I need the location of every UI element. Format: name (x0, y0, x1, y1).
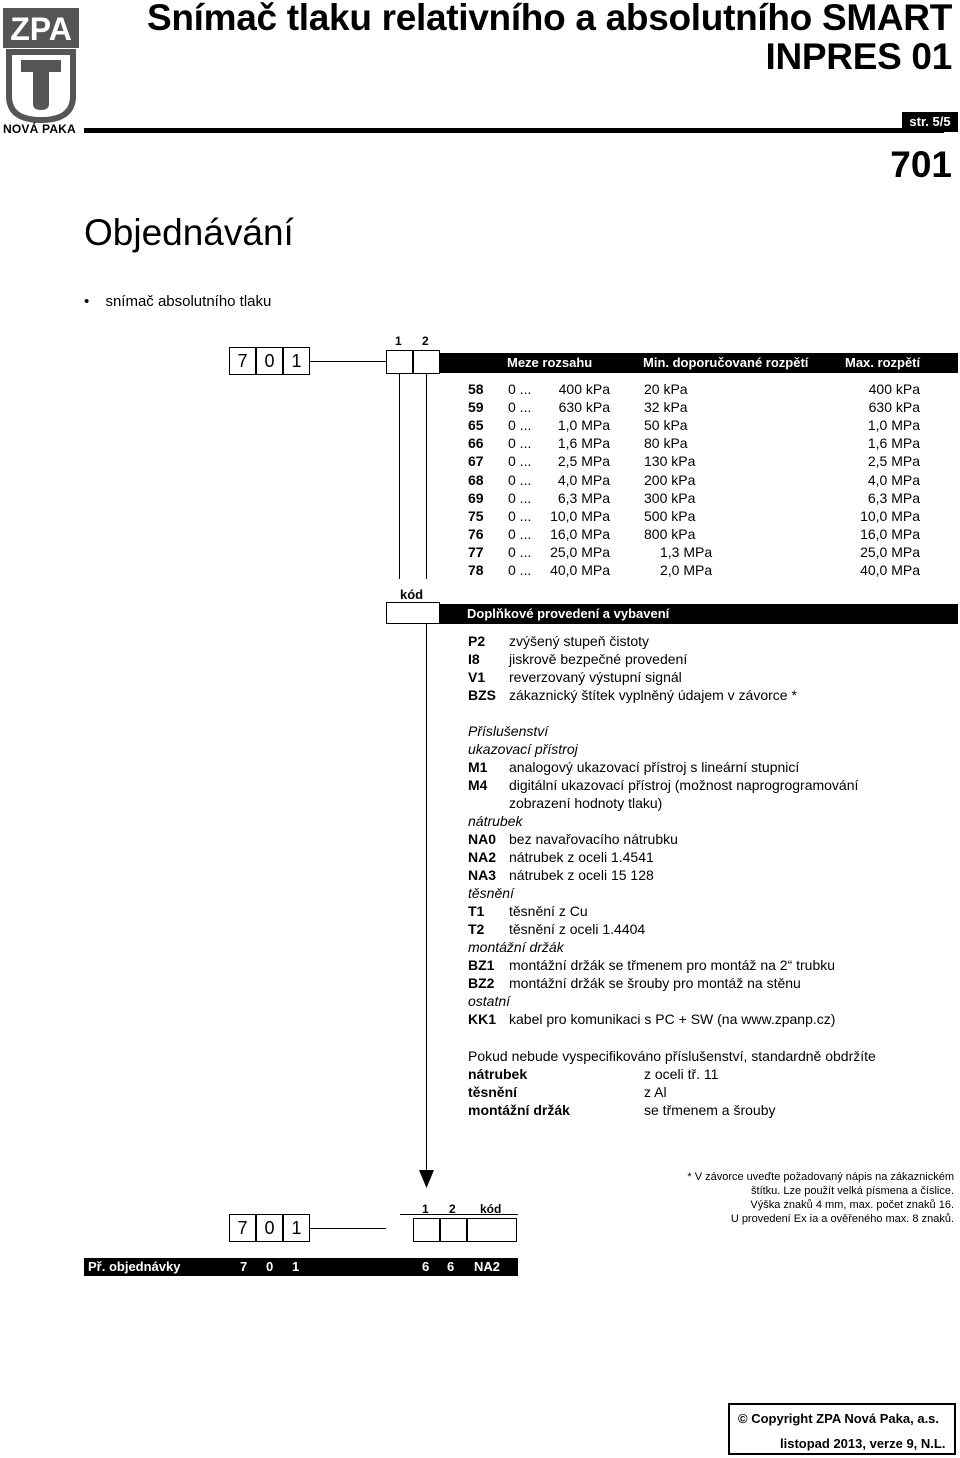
connector-vline-2 (426, 374, 427, 579)
range-start: 0 ... (508, 381, 532, 397)
example-value: NA2 (474, 1259, 501, 1274)
defaults-value: z Al (644, 1084, 667, 1100)
header-rule (84, 128, 944, 133)
copyright-line-2: listopad 2013, verze 9, N.L. (780, 1436, 946, 1451)
accessory-text: bez navařovacího nátrubku (509, 831, 678, 847)
accessory-code: T2 (468, 921, 485, 937)
bullet-dot: • (84, 293, 90, 310)
bottom-code-box-3: 1 (283, 1214, 310, 1242)
example-value: 6 (422, 1259, 430, 1274)
range-start: 0 ... (508, 507, 532, 524)
bottom-box-2 (440, 1218, 467, 1242)
range-max: 10,0 MPa (860, 507, 920, 524)
page-title (147, 0, 952, 76)
range-code: 58 (468, 381, 484, 397)
range-code: 69 (468, 489, 484, 506)
range-start: 0 ... (508, 399, 532, 416)
range-code: 59 (468, 399, 484, 416)
footnote-line: štítku. Lze použít velká písmena a číslice. (751, 1185, 954, 1197)
range-min: 1,3 MPa (660, 543, 713, 560)
arrow-down-icon (419, 1160, 434, 1188)
range-start: 0 ... (508, 453, 532, 470)
bottom-code-box-2: 0 (256, 1214, 283, 1242)
option-code: V1 (468, 669, 486, 685)
accessory-code: NA0 (468, 831, 497, 847)
option-code: I8 (468, 651, 480, 667)
range-min: 20 kPa (644, 381, 688, 397)
range-start: 0 ... (508, 417, 532, 434)
range-end: 630 kPa (558, 399, 610, 416)
defaults-label: nátrubek (468, 1066, 528, 1082)
range-max: 4,0 MPa (867, 471, 920, 488)
option-code: P2 (468, 633, 486, 649)
accessory-code: NA2 (468, 849, 497, 865)
range-end: 25,0 MPa (550, 543, 610, 560)
range-min: 32 kPa (644, 399, 688, 416)
range-max: 25,0 MPa (860, 543, 920, 560)
example-value: 6 (447, 1259, 455, 1274)
range-code: 65 (468, 417, 484, 434)
company-name: NOVÁ PAKA (3, 122, 76, 136)
bottom-box-kod (467, 1218, 517, 1242)
position-label-1: 1 (395, 334, 402, 348)
accessory-text: nátrubek z oceli 15 128 (509, 867, 654, 883)
range-max: 1,0 MPa (867, 417, 920, 434)
accessory-code: BZ1 (468, 957, 495, 973)
range-min: 50 kPa (644, 417, 688, 434)
range-end: 1,0 MPa (557, 417, 610, 434)
accessory-text: těsnění z oceli 1.4404 (509, 921, 646, 937)
zpa-logo (3, 8, 79, 136)
range-min: 130 kPa (644, 453, 696, 470)
kod-label: kód (400, 587, 424, 602)
accessory-text: analogový ukazovací přístroj s lineární stupnicí (509, 759, 800, 775)
accessory-group-title: ostatní (468, 993, 511, 1009)
section-title: Objednávání (84, 212, 294, 253)
example-value: 0 (266, 1259, 274, 1274)
accessory-group-title: těsnění (468, 885, 514, 901)
title-line-2: INPRES 01 (765, 36, 952, 77)
options-header (440, 604, 958, 624)
connector-vline-main (426, 624, 427, 1164)
header-range: Meze rozsahu (507, 355, 593, 370)
doc-number: 701 (890, 144, 952, 185)
footnote-line: U provedení Ex ia a ověřeného max. 8 znaků. (730, 1213, 954, 1225)
range-min: 80 kPa (644, 435, 688, 452)
accessory-code: NA3 (468, 867, 497, 883)
kod-box (386, 602, 440, 624)
connector-line (310, 361, 386, 362)
bottom-connector-line (310, 1228, 386, 1229)
example-label: Př. objednávky (88, 1259, 181, 1274)
range-max: 2,5 MPa (867, 453, 920, 470)
range-code: 76 (468, 525, 484, 542)
footnote-line: Výška znaků 4 mm, max. počet znaků 16. (750, 1199, 954, 1211)
position-box-2 (413, 350, 440, 374)
option-text: zákaznický štítek vyplněný údajem v závorce * (509, 687, 797, 703)
header-max: Max. rozpětí (845, 355, 921, 370)
defaults-value: z oceli tř. 11 (644, 1066, 719, 1082)
accessory-code: M1 (468, 759, 488, 775)
example-value: 7 (240, 1259, 248, 1274)
bottom-code-box-1: 7 (229, 1214, 256, 1242)
options-header-label: Doplňkové provedení a vybavení (467, 606, 670, 621)
defaults-label: těsnění (468, 1084, 518, 1100)
range-start: 0 ... (508, 543, 532, 560)
accessory-text: těsnění z Cu (509, 903, 588, 919)
footnote (687, 1170, 954, 1226)
range-max: 400 kPa (868, 381, 920, 397)
range-code: 67 (468, 453, 484, 470)
range-end: 6,3 MPa (557, 489, 610, 506)
bottom-label-kod: kód (480, 1202, 502, 1216)
range-max: 40,0 MPa (860, 562, 920, 578)
range-end: 4,0 MPa (557, 471, 610, 488)
range-end: 1,6 MPa (557, 435, 610, 452)
copyright-line-1: © Copyright ZPA Nová Paka, a.s. (738, 1411, 940, 1426)
accessory-text: montážní držák se třmenem pro montáž na 2“ trubku (509, 957, 836, 973)
position-box-1 (386, 350, 413, 374)
option-text: jiskrově bezpečné provedení (509, 651, 688, 667)
range-code: 68 (468, 471, 484, 488)
connector-vline-1 (399, 374, 400, 579)
range-min: 800 kPa (644, 525, 696, 542)
range-end: 400 kPa (558, 381, 610, 397)
code-box-1: 7 (229, 347, 256, 375)
accessory-code: BZ2 (468, 975, 495, 991)
range-start: 0 ... (508, 489, 532, 506)
range-start: 0 ... (508, 562, 532, 578)
accessory-text: kabel pro komunikaci s PC + SW (na www.zpanp.cz) (509, 1011, 836, 1027)
accessory-text: nátrubek z oceli 1.4541 (509, 849, 654, 865)
accessory-group-title: ukazovací přístroj (468, 741, 578, 757)
range-start: 0 ... (508, 435, 532, 452)
footnote-line: * V závorce uveďte požadovaný nápis na zákaznickém (687, 1171, 954, 1183)
accessory-text: montážní držák se šrouby pro montáž na stěnu (509, 975, 801, 991)
range-end: 2,5 MPa (557, 453, 610, 470)
accessories-title: Příslušenství (468, 723, 549, 739)
copyright-box (728, 1403, 956, 1455)
range-max: 16,0 MPa (860, 525, 920, 542)
defaults-value: se třmenem a šrouby (644, 1102, 776, 1118)
range-code: 77 (468, 543, 484, 560)
range-end: 16,0 MPa (550, 525, 610, 542)
accessory-group-title: nátrubek (468, 813, 523, 829)
range-end: 40,0 MPa (550, 562, 610, 578)
range-max: 6,3 MPa (867, 489, 920, 506)
logo-text: ZPA (10, 11, 72, 47)
accessory-text: zobrazení hodnoty tlaku) (509, 795, 663, 811)
example-order (84, 1258, 518, 1276)
code-box-3: 1 (283, 347, 310, 375)
range-min: 300 kPa (644, 489, 696, 506)
option-code: BZS (468, 687, 496, 703)
range-min: 200 kPa (644, 471, 696, 488)
bottom-label-2: 2 (449, 1202, 456, 1216)
range-end: 10,0 MPa (550, 507, 610, 524)
range-max: 1,6 MPa (867, 435, 920, 452)
option-text: reverzovaný výstupní signál (509, 669, 682, 685)
defaults-intro: Pokud nebude vyspecifikováno příslušenství, standardně obdržíte (468, 1048, 876, 1064)
range-code: 75 (468, 507, 484, 524)
range-min: 500 kPa (644, 507, 696, 524)
position-label-2: 2 (422, 334, 429, 348)
accessory-code: KK1 (468, 1011, 497, 1027)
header-min: Min. doporučované rozpětí (643, 355, 809, 370)
defaults-label: montážní držák (468, 1102, 570, 1118)
range-code: 78 (468, 562, 484, 578)
bottom-label-1: 1 (422, 1202, 429, 1216)
code-box-2: 0 (256, 347, 283, 375)
bullet-item (84, 293, 271, 310)
accessory-code: M4 (468, 777, 488, 793)
range-code: 66 (468, 435, 484, 452)
accessory-code: T1 (468, 903, 485, 919)
option-text: zvýšený stupeň čistoty (509, 633, 650, 649)
range-table-header (440, 353, 958, 373)
example-value: 1 (292, 1259, 300, 1274)
accessory-group-title: montážní držák (468, 939, 564, 955)
bullet-text: snímač absolutního tlaku (105, 293, 272, 310)
page-number: str. 5/5 (902, 112, 958, 132)
bottom-box-1 (413, 1218, 440, 1242)
range-start: 0 ... (508, 525, 532, 542)
range-min: 2,0 MPa (660, 562, 713, 578)
accessory-text: digitální ukazovací přístroj (možnost naprogrogramování (509, 777, 859, 793)
range-start: 0 ... (508, 471, 532, 488)
title-line-1: Snímač tlaku relativního a absolutního SMART (146, 0, 952, 38)
range-max: 630 kPa (868, 399, 920, 416)
